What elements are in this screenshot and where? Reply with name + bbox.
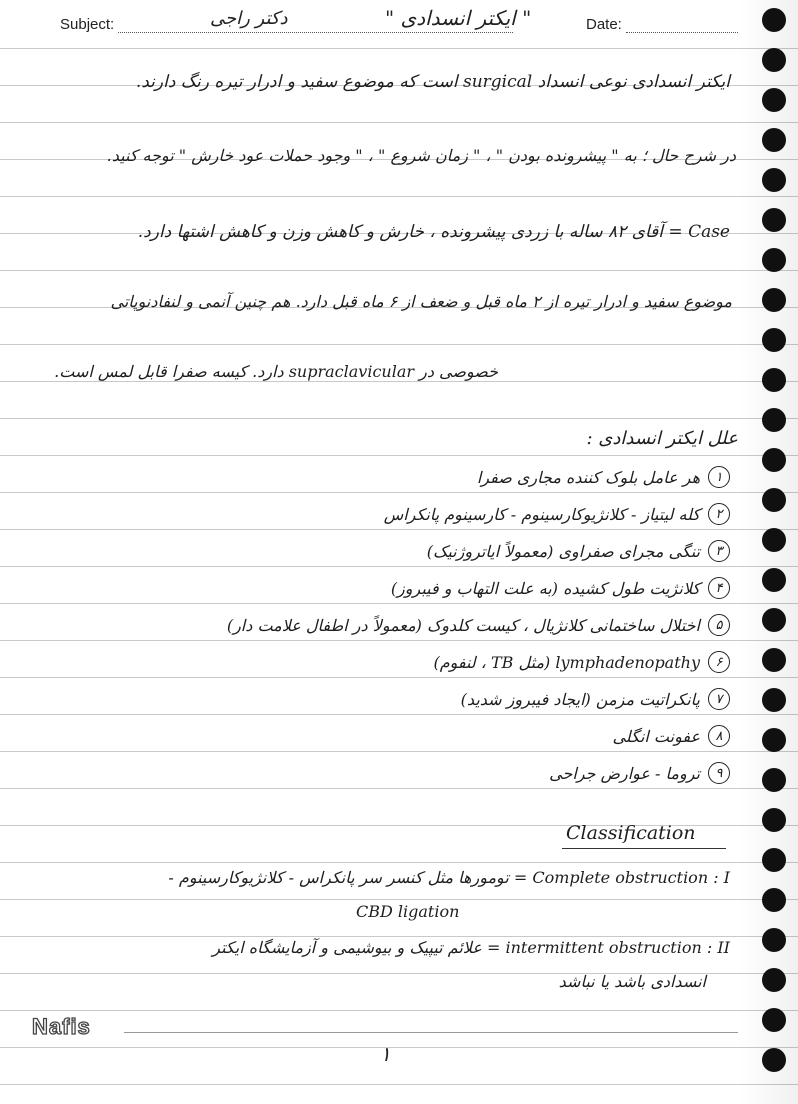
cause-item	[477, 466, 730, 488]
spiral-hole	[762, 728, 786, 752]
cause-number: ۸	[708, 725, 730, 747]
cause-text: تنگی مجرای صفراوی (معمولاً ایاتروژنیک)	[426, 541, 700, 561]
classification-underline	[562, 848, 726, 849]
classification-type-2-cont: انسدادی باشد یا نباشد	[558, 972, 706, 991]
subject-dotted-line	[118, 32, 513, 33]
spiral-hole	[762, 568, 786, 592]
cause-text: کله لیتیاز - کلانژیوکارسینوم - کارسینوم پانکراس	[383, 504, 700, 524]
classification-type-1-cont: CBD ligation	[356, 902, 460, 921]
cause-number: ۶	[708, 651, 730, 673]
spiral-hole	[762, 168, 786, 192]
spiral-hole	[762, 808, 786, 832]
cause-number: ۲	[708, 503, 730, 525]
cause-number: ۴	[708, 577, 730, 599]
cause-text: هر عامل بلوک کننده مجاری صفرا	[476, 467, 700, 487]
spiral-hole	[762, 48, 786, 72]
spiral-hole	[762, 8, 786, 32]
spiral-hole	[762, 888, 786, 912]
classification-heading: Classification	[566, 822, 696, 844]
page-title: " ایکتر انسدادی "	[385, 6, 532, 30]
date-label: Date:	[586, 16, 622, 33]
spiral-hole	[762, 688, 786, 712]
spiral-hole	[762, 528, 786, 552]
body-line-1: ایکتر انسدادی نوعی انسداد surgical است که موضوع سفید و ادرار تیره رنگ دارند.	[135, 72, 730, 92]
spiral-hole	[762, 648, 786, 672]
subject-label: Subject:	[60, 16, 115, 33]
footer-line	[124, 1032, 738, 1033]
cause-text: lymphadenopathy (مثل TB ، لنفوم)	[433, 652, 700, 672]
cause-item	[391, 577, 730, 599]
body-line-4: موضوع سفید و ادرار تیره از ۲ ماه قبل و ضعف از ۶ ماه قبل دارد. هم چنین آنمی و لنفادنوپاتی	[110, 292, 732, 311]
cause-number: ۹	[708, 762, 730, 784]
cause-item	[427, 540, 730, 562]
classification-type-2: intermittent obstruction : II = علائم تیپیک و بیوشیمی و آزمایشگاه ایکتر	[212, 938, 730, 957]
cause-item	[549, 762, 730, 784]
spiral-hole	[762, 768, 786, 792]
spiral-hole	[762, 408, 786, 432]
nafis-logo	[30, 1012, 122, 1040]
body-line-5: خصوصی در supraclavicular دارد. کیسه صفرا قابل لمس است.	[54, 362, 498, 381]
cause-text: پانکراتیت مزمن (ایجاد فیبروز شدید)	[460, 689, 700, 709]
causes-heading: علل ایکتر انسدادی :	[586, 428, 738, 449]
spiral-hole	[762, 88, 786, 112]
cause-text: کلانژیت طول کشیده (به علت التهاب و فیبروز)	[390, 578, 700, 598]
spiral-hole	[762, 928, 786, 952]
body-line-3: Case = آقای ۸۲ ساله با زردی پیشرونده ، خارش و کاهش وزن و کاهش اشتها دارد.	[137, 222, 730, 242]
cause-item	[227, 614, 730, 636]
spiral-hole	[762, 208, 786, 232]
spiral-hole	[762, 448, 786, 472]
cause-text: عفونت انگلی	[612, 726, 700, 746]
spiral-hole	[762, 608, 786, 632]
body-line-2: در شرح حال ؛ به " پیشرونده بودن " ، " زمان شروع " ، " وجود حملات عود خارش " توجه کنید.	[106, 146, 736, 165]
spiral-hole	[762, 248, 786, 272]
cause-text: اختلال ساختمانی کلانژیال ، کیست کلدوک (معمولاً در اطفال علامت دار)	[226, 615, 700, 635]
cause-number: ۳	[708, 540, 730, 562]
spiral-hole	[762, 968, 786, 992]
subject-value: دکتر راجی	[210, 8, 288, 29]
cause-item	[461, 688, 730, 710]
spiral-hole	[762, 1048, 786, 1072]
cause-text: تروما - عوارض جراحی	[549, 763, 700, 783]
spiral-hole	[762, 488, 786, 512]
date-dotted-line	[626, 32, 738, 33]
classification-type-1: Complete obstruction : I = تومورها مثل کنسر سر پانکراس - کلانژیوکارسینوم -	[168, 868, 730, 887]
svg-text:Nafis: Nafis	[32, 1014, 91, 1039]
cause-number: ۵	[708, 614, 730, 636]
cause-item	[612, 725, 730, 747]
spiral-hole	[762, 328, 786, 352]
spiral-hole	[762, 128, 786, 152]
cause-item	[433, 651, 730, 673]
spiral-hole	[762, 848, 786, 872]
cause-number: ۱	[708, 466, 730, 488]
cause-item	[384, 503, 730, 525]
spiral-hole	[762, 288, 786, 312]
spiral-hole	[762, 1008, 786, 1032]
cause-number: ۷	[708, 688, 730, 710]
page-number: ۱	[380, 1042, 391, 1066]
spiral-hole	[762, 368, 786, 392]
